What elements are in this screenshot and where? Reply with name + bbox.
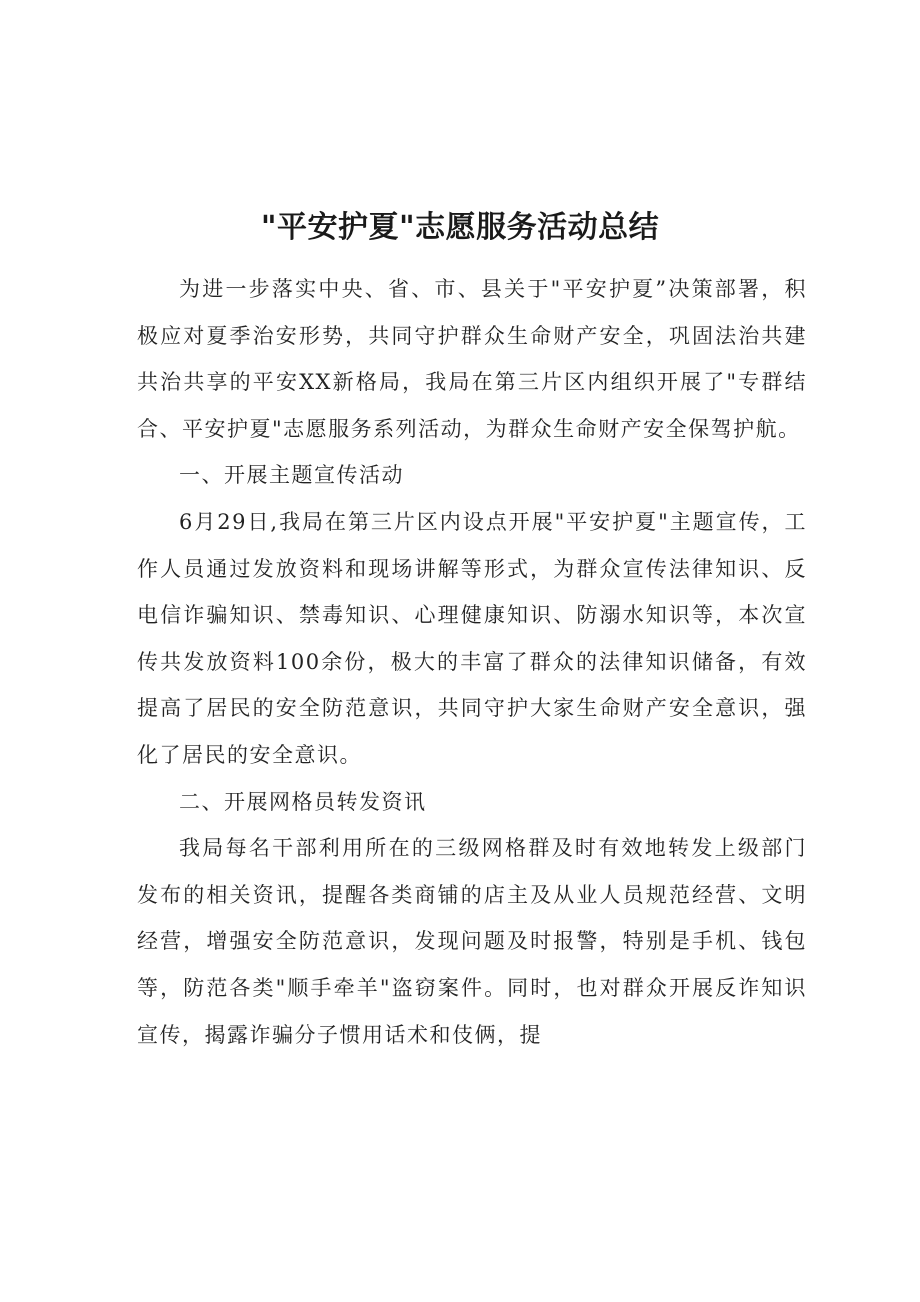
paragraph-section-2: 我局每名干部利用所在的三级网格群及时有效地转发上级部门发布的相关资讯，提醒各类商铺的店主及从业人员规范经营、文明经营，增强安全防范意识，发现问题及时报警，特别是手机、钱包等，防范各类"顺手牵羊"盗窃案件。同时，也对群众开展反诈知识宣传，揭露诈骗分子惯用话术和伎俩，提 xyxy=(137,836,807,1047)
paragraph-intro: 为进一步落实中央、省、市、县关于"平安护夏”决策部署，积极应对夏季治安形势，共同守护群众生命财产安全，巩固法治共建共治共享的平安XX新格局，我局在第三片区内组织开展了"专群结合、平安护夏"志愿服务系列活动，为群众生命财产安全保驾护航。 xyxy=(137,277,807,441)
section-heading-2: 二、开展网格员转发资讯 xyxy=(179,789,427,814)
section-heading-1: 一、开展主题宣传活动 xyxy=(179,463,404,488)
page-title: "平安护夏"志愿服务活动总结 xyxy=(260,210,660,246)
paragraph-section-1: 6月29日,我局在第三片区内设点开展"平安护夏"主题宣传，工作人员通过发放资料和现场讲解等形式，为群众宣传法律知识、反电信诈骗知识、禁毒知识、心理健康知识、防溺水知识等，本次宣传共发放资料100余份，极大的丰富了群众的法律知识储备，有效提高了居民的安全防范意识，共同守护大家生命财产安全意识，强化了居民的安全意识。 xyxy=(137,509,807,767)
document-body xyxy=(137,266,807,1058)
